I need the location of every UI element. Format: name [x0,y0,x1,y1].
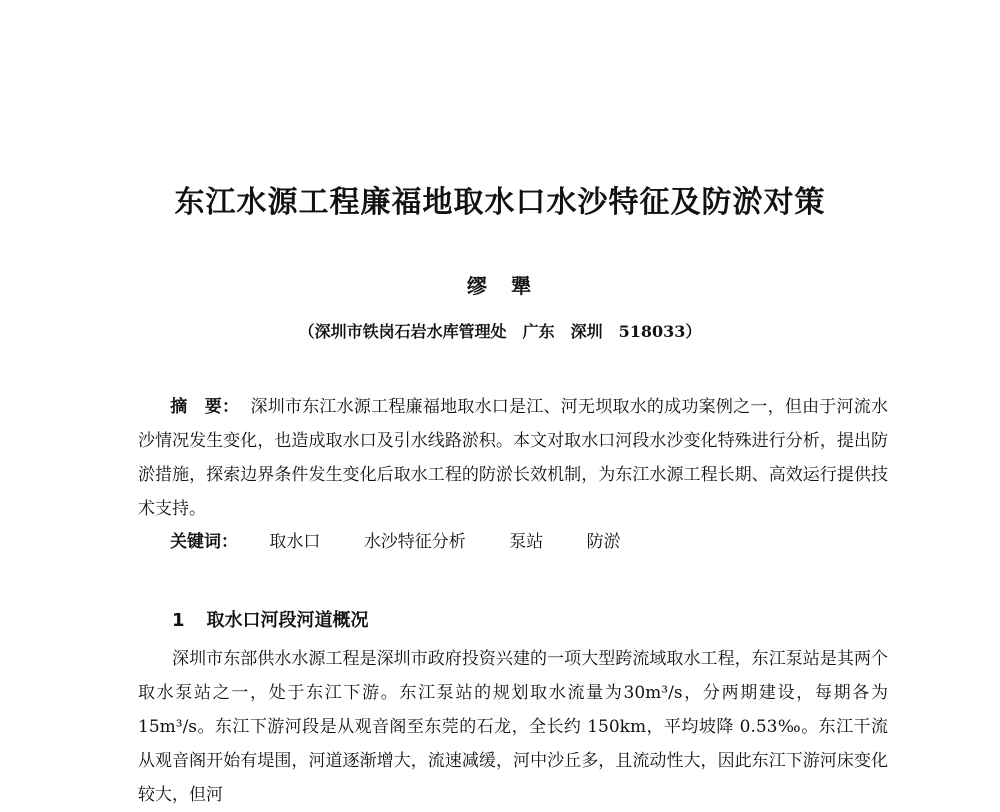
keyword-item: 防淤 [586,532,621,552]
keyword-item: 取水口 [269,532,321,552]
abstract-label: 摘 要： [170,397,240,417]
section-heading [172,607,369,635]
keywords-label: 关键词： [170,532,238,552]
abstract-text: 深圳市东江水源工程廉福地取水口是江、河无坝取水的成功案例之一，但由于河流水沙情况发生变化，也造成取水口及引水线路淤积。本文对取水口河段水沙变化特殊进行分析，提出防淤措施，探索边界条件发生变化后取水工程的防淤长效机制，为东江水源工程长期、高效运行提供技术支持。 [138,397,889,519]
keywords [170,527,888,557]
paper-title: 东江水源工程廉福地取水口水沙特征及防淤对策 [174,185,826,220]
section-number: 1 [172,610,185,631]
author-affiliation: （深圳市铁岗石岩水库管理处 广东 深圳 518033） [298,322,702,341]
keyword-item: 泵站 [509,532,544,552]
section-title: 取水口河段河道概况 [206,610,369,631]
author-name: 缪 犟 [467,274,533,298]
keyword-item: 水沙特征分析 [363,532,466,552]
paragraph-text: 深圳市东部供水水源工程是深圳市政府投资兴建的一项大型跨流域取水工程，东江泵站是其两个取水泵站之一，处于东江下游。东江泵站的规划取水流量为30m³/s，分两期建设，每期各为15m³/s。东江下游河段是从观音阁至东莞的石龙，全长约 150km，平均坡降 0.53‰。东江干流从观音阁开始有堤围，河道逐渐增大，流速减缓，河中沙丘多，且流动性大，因此东江下游河床变化较大，但河 [138,649,888,805]
section-paragraph [138,642,888,812]
abstract [138,390,888,526]
